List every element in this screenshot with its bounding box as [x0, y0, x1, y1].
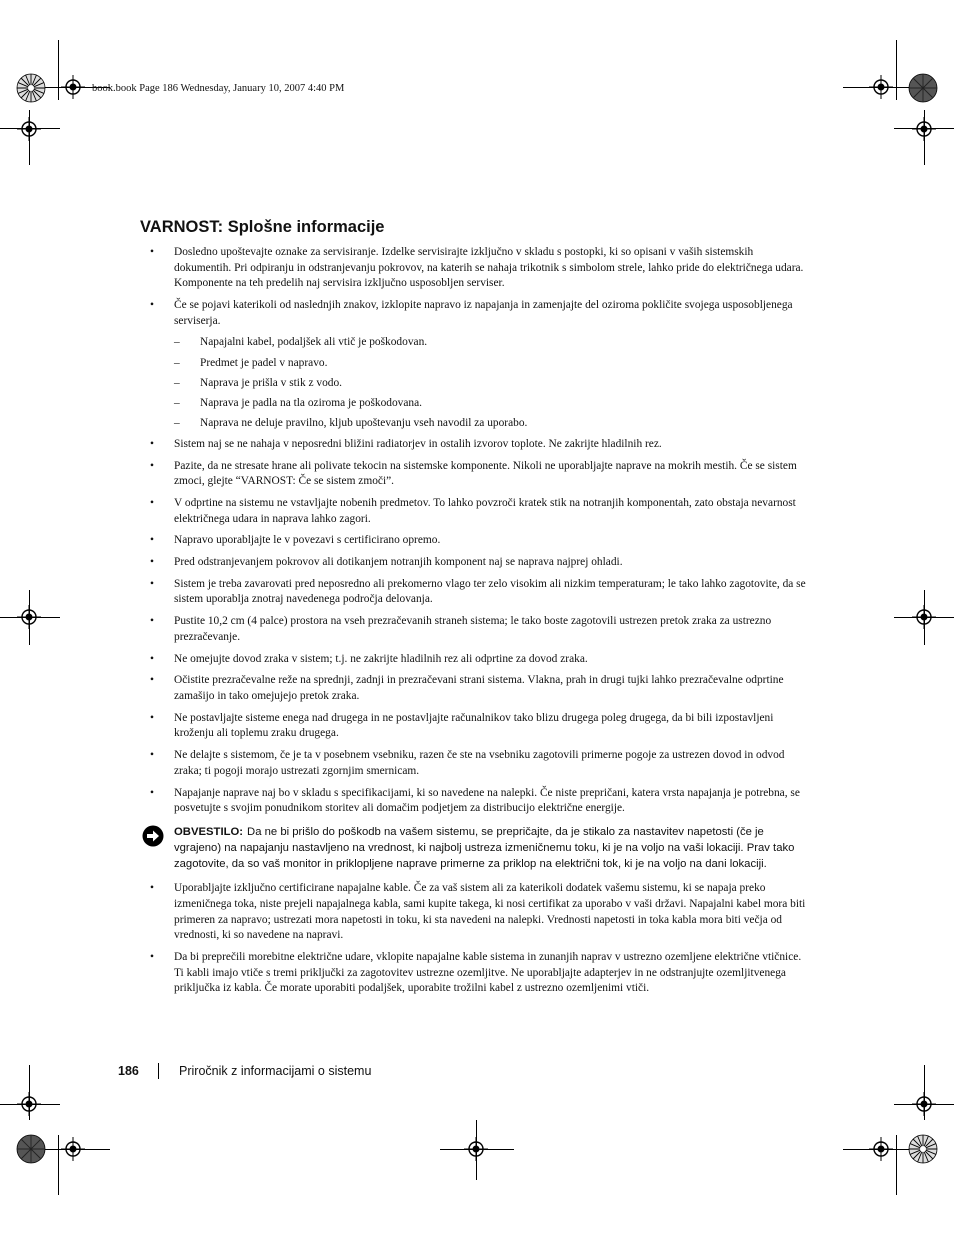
list-item [148, 950, 813, 997]
list-item-text: Dosledno upoštevajte oznake za servisiranje. Izdelke servisirajte izključno v skladu s postopki, ki so opisani v vaših sistemskih dokumentih. Pri odpiranju in odstranjevanju pokrovov, na katerih se nahaja trikotnik s simbolom strele, lahko pride do električnega udara. Komponente na teh predelih naj servisira izključno usposobljen serviser. [174, 246, 804, 290]
bullet: • [150, 534, 154, 547]
notice-box [148, 825, 813, 873]
list-item-text: Da bi preprečili morebitne električne udare, vklopite napajalne kable sistema in zunanjih naprav v ustrezno ozemljene električne vtičnice. Ti kabli imajo vtiče s tremi priključki za zagotovitev ustrezne ozemljitve. Ne uporabljajte adapterjev in ne odstranjujte ozemljitvenega priključka iz kabla. Če morate uporabiti podaljšek, uporabite trožilni kabel z ustrezno ozemljenimi vtiči. [174, 950, 802, 995]
bullet: • [150, 246, 154, 258]
list-item [148, 673, 813, 704]
sub-list-item-text: Napajalni kabel, podaljšek ali vtič je poškodovan. [200, 336, 428, 349]
bullet: • [150, 298, 154, 311]
section-title: VARNOST: Splošne informacije [140, 218, 385, 236]
registration-mark-icon [464, 1137, 488, 1161]
list-item-text: Ne omejujte dovod zraka v sistem; t.j. ne zakrijte hladilnih rez ali odprtine za dovod zraka. [174, 652, 588, 665]
bullet: • [150, 459, 154, 472]
list-item-text: Napajanje naprave naj bo v skladu s specifikacijami, ki so navedene na nalepki. Če niste prepričani, katera vrsta napajanja je potrebna, se posvetujte s svojim ponudnikom storitev ali domačim podjetjem za distribucijo električne energije. [174, 786, 800, 815]
registration-mark-icon [869, 1137, 893, 1161]
sub-list-item-text: Naprava je prišla v stik z vodo. [200, 376, 343, 389]
list-item [148, 437, 813, 453]
notice-label: OBVESTILO: [174, 825, 244, 838]
notice-text: Da ne bi prišlo do poškodb na vašem sistemu, se prepričajte, da je stikalo za nastavitev napetosti (če je vgrajeno) na napajanju nastavljeno na vrednost, ki najbolj ustreza izmeničnemu toku, ki je na voljo na vaši lokaciji. Prav tako zagotovite, da so vaš monitor in priklopljene naprave primerne za priklop na električni tok, ki je na voljo na dani lokaciji. [174, 825, 795, 870]
list-item [148, 555, 813, 571]
page-number: 186 [118, 1064, 139, 1078]
bullet: • [150, 496, 154, 509]
sub-list-item-text: Naprava ne deluje pravilno, kljub upoštevanju vseh navodil za uporabo. [200, 417, 528, 430]
bullet: • [150, 711, 154, 724]
registration-mark-icon [869, 75, 893, 99]
bullet: • [150, 437, 154, 450]
bullet: • [150, 882, 154, 895]
list-item [148, 459, 813, 490]
list-item-text: Sistem je treba zavarovati pred neposredno ali prekomerno vlago ter zelo visokim ali nizkim temperaturam; le tako lahko zagotovite, da se sistem uporablja znotraj navedenega področja delovanja. [174, 577, 806, 606]
sub-list-item [148, 356, 813, 372]
list-item [148, 298, 813, 329]
registration-mark-icon [61, 75, 85, 99]
list-item-text: Pred odstranjevanjem pokrovov ali dotikanjem notranjih komponent naj se naprava najprej ohladi. [174, 556, 623, 569]
bullet: • [150, 615, 154, 628]
sub-list-item [148, 335, 813, 351]
dash: – [174, 376, 180, 389]
list-item-text: V odprtine na sistemu ne vstavljajte nobenih predmetov. To lahko povzroči kratek stik na notranjih komponentah, zato obstaja nevarnost električnega udara in naprava lahko zagori. [174, 496, 796, 525]
bullet: • [150, 577, 154, 590]
starburst-target-icon [16, 1134, 46, 1164]
print-meta-header: book.book Page 186 Wednesday, January 10, 2007 4:40 PM [92, 83, 345, 94]
list-item [148, 577, 813, 608]
dash: – [174, 417, 180, 430]
sub-list-item [148, 376, 813, 392]
crop-line [58, 1135, 59, 1195]
bullet: • [150, 674, 154, 687]
list-item-text: Ne postavljajte sisteme enega nad drugega in ne postavljajte računalnikov tako blizu drugega poleg drugega, da bi bili izpostavljeni kroženju ali toplemu zraku drugega. [174, 711, 774, 740]
sub-list-item [148, 396, 813, 412]
registration-mark-icon [912, 605, 936, 629]
crop-line [58, 40, 59, 100]
list-item [148, 748, 813, 779]
notice-arrow-icon [142, 825, 164, 847]
bullet: • [150, 786, 154, 799]
list-item-text: Pazite, da ne stresate hrane ali polivate tekocin na sistemske komponente. Nikoli ne uporabljajte naprave na mokrih mestih. Če se sistem zmoci, glejte “VARNOST: Če se sistem zmoči”. [174, 459, 797, 488]
list-item [148, 881, 813, 943]
list-item-text: Napravo uporabljajte le v povezavi s certificirano opremo. [174, 534, 441, 547]
registration-mark-icon [61, 1137, 85, 1161]
dash: – [174, 336, 180, 349]
dash: – [174, 397, 180, 410]
starburst-target-icon [908, 1134, 938, 1164]
list-item-text: Ne delajte s sistemom, če je ta v posebnem vsebniku, razen če ste na vsebniku zagotovili primerne pogoje za ustrezen dovod in odvod zraka; ti pogoji morajo ustrezati zgornjim smernicam. [174, 749, 785, 777]
bullet: • [150, 652, 154, 665]
bullet: • [150, 556, 154, 569]
dash: – [174, 356, 180, 369]
list-item [148, 496, 813, 527]
registration-mark-icon [912, 1092, 936, 1116]
registration-mark-icon [17, 117, 41, 141]
safety-content [148, 245, 813, 1003]
bullet: • [150, 749, 154, 762]
starburst-target-icon [908, 73, 938, 103]
crop-line [896, 1135, 897, 1195]
registration-mark-icon [17, 1092, 41, 1116]
list-item-text: Sistem naj se ne nahaja v neposredni bližini radiatorjev in ostalih izvorov toplote. Ne zakrijte hladilnih rez. [174, 437, 662, 450]
list-item [148, 245, 813, 292]
bullet: • [150, 950, 154, 963]
sub-list-item-text: Predmet je padel v napravo. [200, 356, 328, 369]
registration-mark-icon [17, 605, 41, 629]
list-item [148, 652, 813, 668]
list-item-text: Če se pojavi katerikoli od naslednjih znakov, izklopite napravo iz napajanja in zamenjajte del oziroma pokličite svojega usposobljenega serviserja. [174, 298, 793, 327]
list-item-text: Uporabljajte izključno certificirane napajalne kable. Če za vaš sistem ali za katerikoli dodatek vašemu sistemu, ki se napaja preko izmeničnega toka, niste prejeli napajalnega kabla, sami kupite takega, ki nosi certifikat za uporabo v vaši državi. Napajalni kabel mora biti primeren za napravo; ustrezati mora napetosti in toku, ki sta navedeni na nalepki. Vrednosti napetosti in toka kabla mora biti večja od vrednosti, ki so navedene na napravi. [174, 882, 806, 942]
footer-divider [158, 1063, 159, 1079]
list-item-text: Očistite prezračevalne reže na sprednji, zadnji in prezračevani strani sistema. Vlakna, prah in drugi tujki lahko prezračevalne odprtine zamašijo in tako omejujejo pretok zraka. [174, 674, 784, 702]
list-item [148, 533, 813, 549]
starburst-target-icon [16, 73, 46, 103]
list-item [148, 786, 813, 817]
list-item [148, 711, 813, 742]
list-item [148, 614, 813, 645]
list-item-text: Pustite 10,2 cm (4 palce) prostora na vseh prezračevanih straneh sistema; le tako boste zagotovili ustrezen pretok zraka za ustrezno prezračevanje. [174, 615, 772, 643]
sub-list-item-text: Naprava je padla na tla oziroma je poškodovana. [200, 397, 423, 410]
crop-line [896, 40, 897, 100]
sub-list-item [148, 416, 813, 432]
book-title: Priročnik z informacijami o sistemu [179, 1064, 372, 1078]
registration-mark-icon [912, 117, 936, 141]
